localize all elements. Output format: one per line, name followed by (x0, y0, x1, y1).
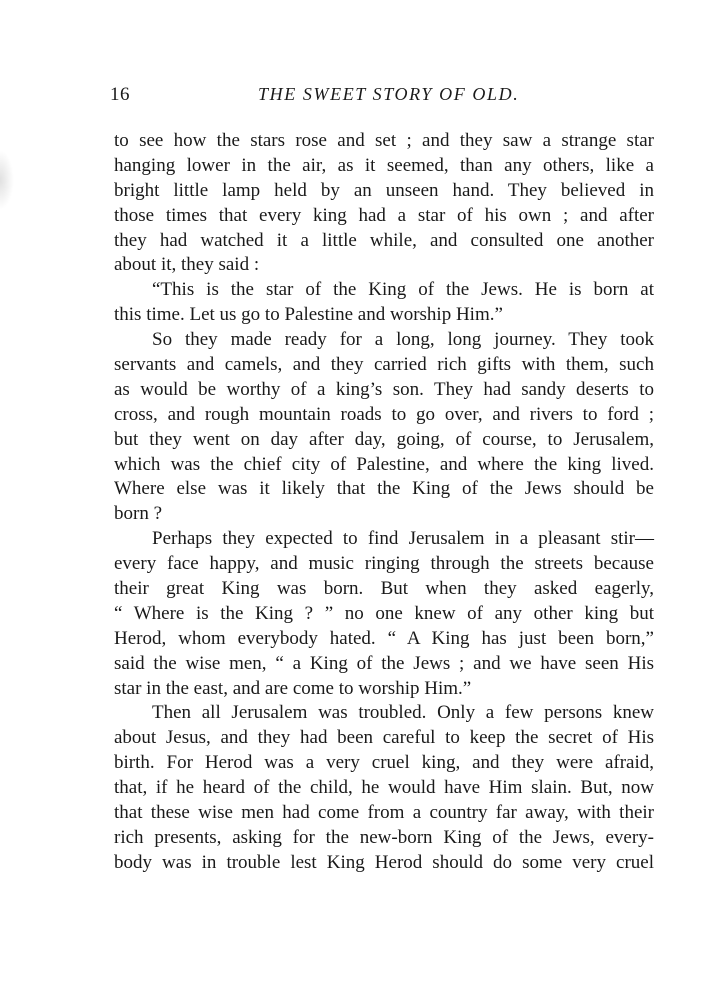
text-line: about Jesus, and they had been careful to keep the secret of His (114, 727, 654, 749)
text-line: “ Where is the King ? ” no one knew of any other king but (114, 602, 654, 624)
text-line: that these wise men had come from a country far away, with their (114, 802, 654, 824)
text-line: servants and camels, and they carried rich gifts with them, such (114, 354, 654, 376)
text-line: Perhaps they expected to find Jerusalem in a pleasant stir— (152, 528, 654, 550)
text-line: those times that every king had a star of his own ; and after (114, 204, 654, 226)
page-number: 16 (110, 84, 130, 105)
text-line: they had watched it a little while, and consulted one another (114, 229, 654, 251)
page-header (110, 84, 655, 110)
text-line: birth. For Herod was a very cruel king, and they were afraid, (114, 752, 654, 774)
running-title: THE SWEET STORY OF OLD. (258, 84, 520, 104)
text-line: as would be worthy of a king’s son. They had sandy deserts to (114, 378, 654, 400)
text-line: cross, and rough mountain roads to go over, and rivers to ford ; (114, 403, 654, 425)
text-line: to see how the stars rose and set ; and they saw a strange star (114, 130, 654, 151)
text-line: said the wise men, “ a King of the Jews ; and we have seen His (114, 652, 654, 674)
body-text (114, 129, 654, 876)
text-line: Herod, whom everybody hated. “ A King has just been born,” (114, 627, 654, 649)
text-line: bright little lamp held by an unseen hand. They believed in (114, 179, 654, 201)
text-line: “This is the star of the King of the Jews. He is born at (152, 279, 654, 301)
text-line: Then all Jerusalem was troubled. Only a few persons knew (152, 702, 654, 724)
text-line: about it, they said : (114, 254, 260, 276)
text-line: that, if he heard of the child, he would have Him slain. But, now (114, 777, 654, 799)
text-line: which was the chief city of Palestine, and where the king lived. (114, 453, 654, 475)
text-line: Where else was it likely that the King of the Jews should be (114, 478, 654, 500)
text-line: star in the east, and are come to worship Him.” (114, 677, 472, 699)
text-line: but they went on day after day, going, of course, to Jerusalem, (114, 428, 654, 450)
page-edge-shadow (0, 150, 14, 210)
text-line: born ? (114, 503, 163, 525)
text-line: hanging lower in the air, as it seemed, than any others, like a (114, 154, 654, 176)
text-line: every face happy, and music ringing through the streets because (114, 553, 654, 575)
text-line: rich presents, asking for the new-born King of the Jews, every- (114, 826, 654, 848)
text-line: body was in trouble lest King Herod should do some very cruel (114, 851, 654, 873)
text-line: their great King was born. But when they asked eagerly, (114, 578, 654, 600)
text-line: So they made ready for a long, long journey. They took (152, 329, 654, 351)
text-line: this time. Let us go to Palestine and worship Him.” (114, 304, 503, 326)
